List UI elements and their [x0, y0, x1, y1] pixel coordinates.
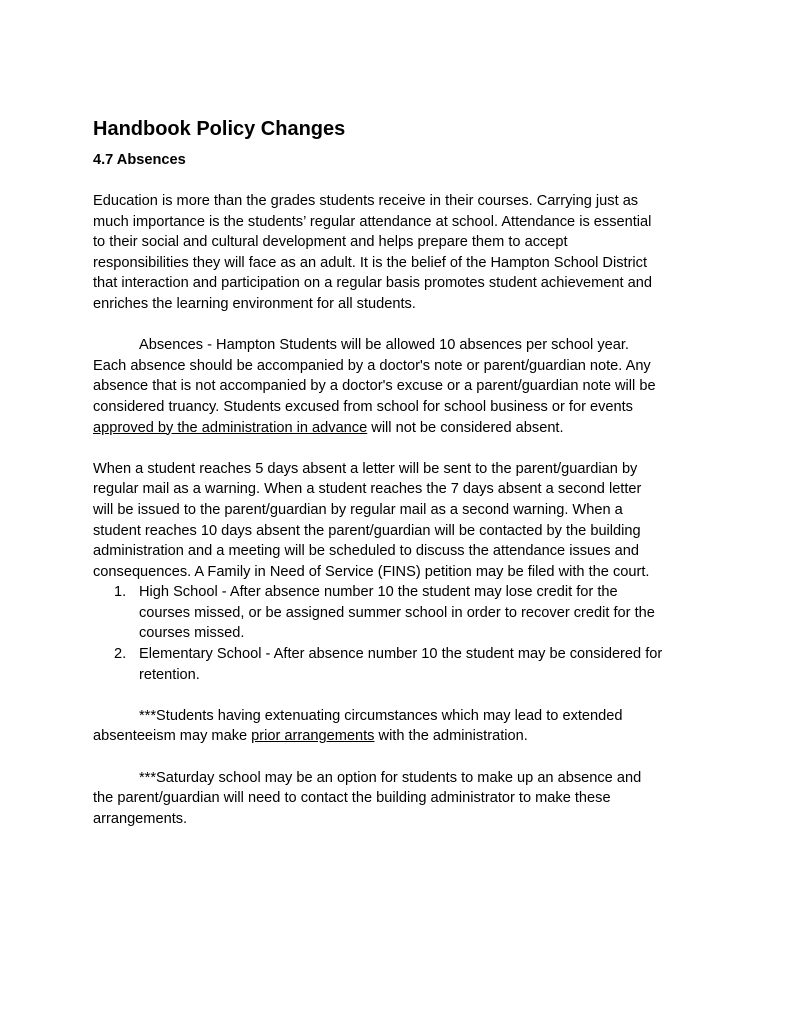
text-line	[93, 726, 713, 747]
list-item	[93, 582, 713, 644]
text-line: administration and a meeting will be scheduled to discuss the attendance issues and	[93, 543, 639, 560]
list-number: 1.	[114, 584, 127, 601]
text-line: ***Saturday school may be an option for students to make up an absence and	[139, 769, 642, 786]
list-number: 2.	[114, 646, 127, 663]
list-line: courses missed, or be assigned summer school in order to recover credit for the	[139, 604, 655, 621]
text-fragment: will not be considered absent.	[367, 419, 564, 436]
text-fragment: absenteeism may make	[93, 728, 252, 745]
text-line: arrangements.	[93, 810, 188, 827]
text-line: to their social and cultural development and helps prepare them to accept	[93, 234, 568, 251]
text-line: the parent/guardian will need to contact the building administrator to make these	[93, 790, 611, 807]
list-item	[93, 644, 713, 685]
text-line: considered truancy. Students excused from school for school business or for events	[93, 398, 633, 415]
text-line: student reaches 10 days absent the parent/guardian will be contacted by the building	[93, 522, 641, 539]
text-line: When a student reaches 5 days absent a letter will be sent to the parent/guardian by	[93, 460, 638, 477]
text-line: much importance is the students’ regular attendance at school. Attendance is essential	[93, 213, 652, 230]
text-line: responsibilities they will face as an adult. It is the belief of the Hampton School District	[93, 254, 648, 271]
underlined-text: approved by the administration in advance	[93, 419, 368, 436]
text-fragment: High School - After absence number 10 the student may lose credit for the	[139, 584, 618, 601]
text-line: Education is more than the grades students receive in their courses. Carrying just as	[93, 193, 639, 209]
text-line	[93, 418, 713, 439]
paragraph-absences	[93, 335, 713, 438]
list-line: courses missed.	[139, 625, 245, 642]
section-heading: 4.7 Absences	[93, 152, 186, 168]
numbered-list	[93, 582, 713, 685]
paragraph-intro	[93, 191, 713, 315]
text-line: consequences. A Family in Need of Service (FINS) petition may be filed with the court.	[93, 563, 650, 580]
document-title: Handbook Policy Changes	[93, 118, 346, 140]
paragraph-saturday	[93, 768, 713, 830]
paragraph-warnings	[93, 459, 713, 583]
text-line: enriches the learning environment for all students.	[93, 295, 416, 312]
text-line: that interaction and participation on a regular basis promotes student achievement and	[93, 275, 652, 292]
text-line: absence that is not accompanied by a doctor's excuse or a parent/guardian note will be	[93, 378, 656, 395]
text-line: regular mail as a warning. When a student reaches the 7 days absent a second letter	[93, 481, 642, 498]
document-body	[93, 191, 713, 829]
text-fragment: Elementary School - After absence number 10 the student may be considered for	[139, 646, 663, 663]
list-line: retention.	[139, 666, 200, 683]
text-line: ***Students having extenuating circumstances which may lead to extended	[139, 707, 623, 724]
underlined-text: prior arrangements	[251, 728, 375, 745]
text-line: will be issued to the parent/guardian by regular mail as a second warning. When a	[93, 501, 623, 518]
text-fragment: with the administration.	[374, 728, 528, 745]
paragraph-extenuating	[93, 706, 713, 747]
list-line	[93, 582, 713, 603]
text-line: Absences - Hampton Students will be allowed 10 absences per school year.	[139, 337, 629, 354]
list-line	[93, 644, 713, 665]
text-line: Each absence should be accompanied by a doctor's note or parent/guardian note. Any	[93, 357, 651, 374]
